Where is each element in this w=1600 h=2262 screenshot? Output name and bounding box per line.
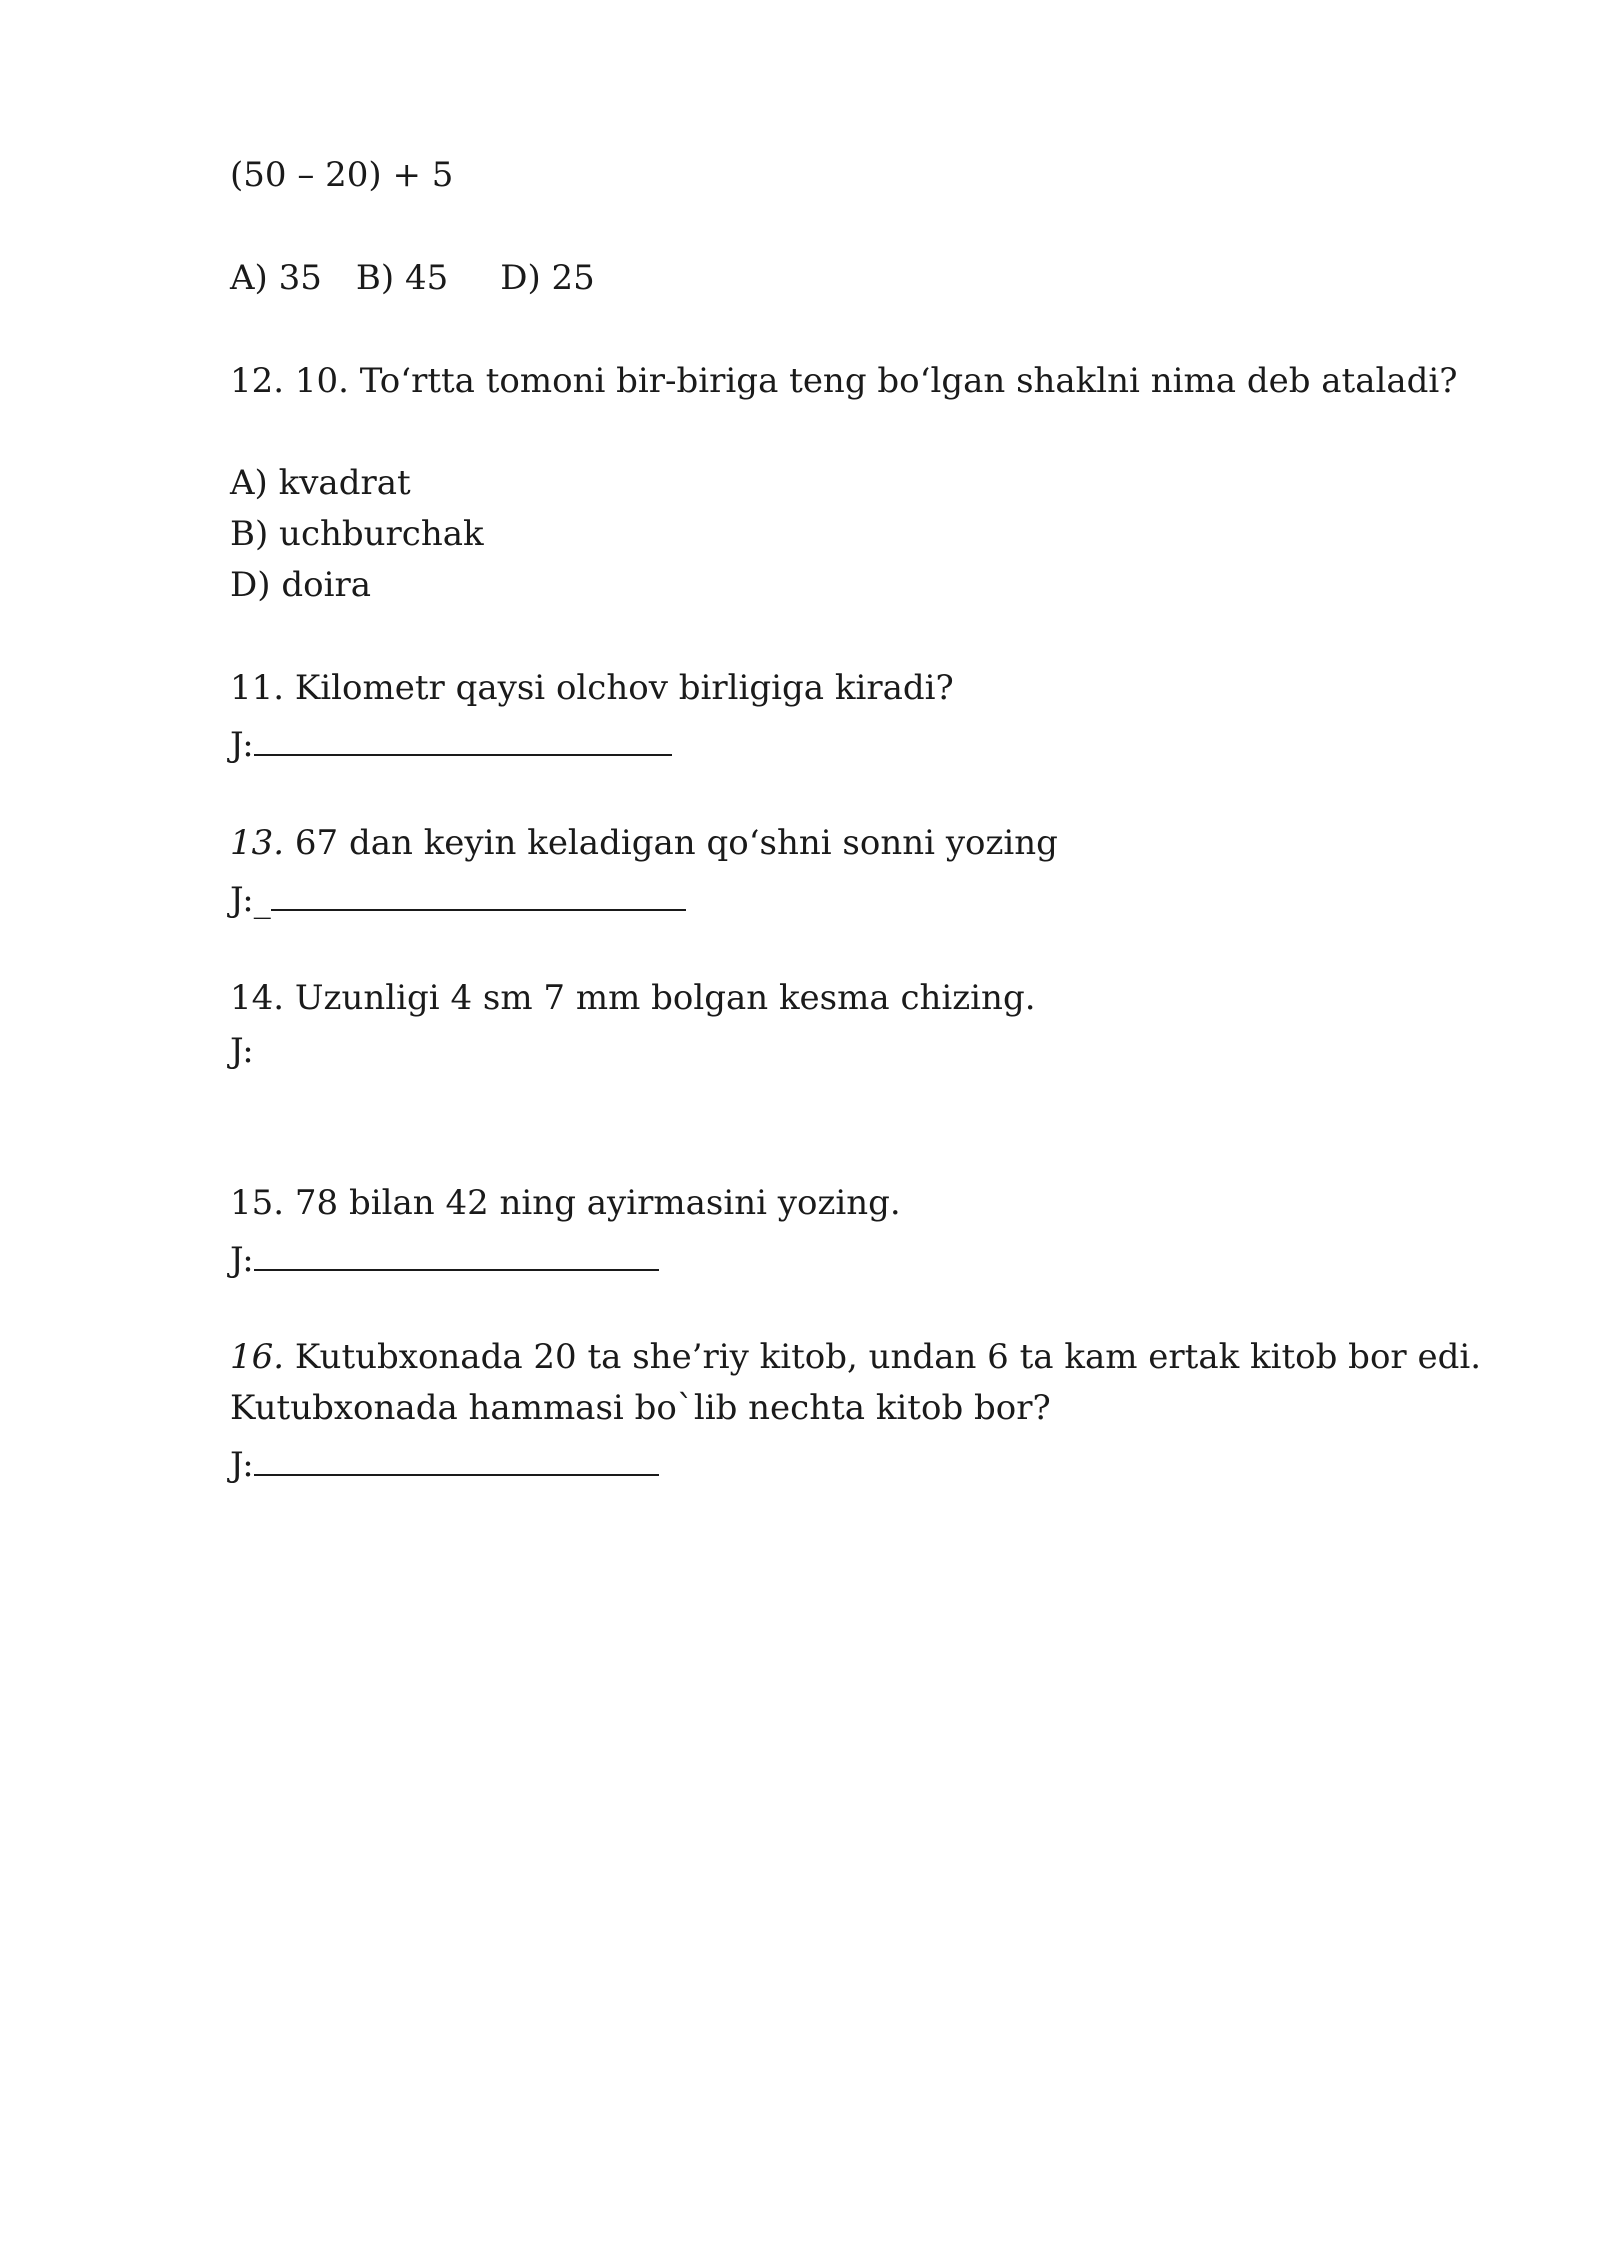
question-text-line1: Kutubxonada 20 ta she’riy kitob, undan 6 ta kam ertak kitob bor edi. [294, 1337, 1482, 1377]
question-number: 11. [230, 668, 285, 708]
answer-label: J: [230, 1031, 254, 1071]
q12-option-d [230, 560, 371, 611]
question-number: 13. [230, 823, 285, 863]
question-number: 15. [230, 1183, 285, 1223]
question-16-line2 [230, 1383, 1051, 1434]
answer-blank[interactable] [254, 1436, 659, 1476]
q13-answer [230, 871, 686, 926]
question-13 [230, 818, 1058, 869]
expression-options [230, 253, 595, 304]
answer-blank[interactable] [271, 871, 686, 911]
q12-option-a [230, 458, 411, 509]
answer-label: J: [230, 1445, 254, 1485]
option-label: A) kvadrat [230, 463, 411, 503]
expression-text: (50 – 20) + 5 [230, 155, 454, 195]
question-14 [230, 973, 1036, 1024]
q12-option-b [230, 509, 484, 560]
question-15 [230, 1178, 901, 1229]
question-text: 67 dan keyin keladigan qo‘shni sonni yozing [294, 823, 1058, 863]
option-d: D) 25 [500, 258, 595, 298]
answer-blank[interactable] [254, 1231, 659, 1271]
question-number: 16. [230, 1337, 285, 1377]
option-label: B) uchburchak [230, 514, 484, 554]
expression [230, 150, 453, 201]
question-text: Kilometr qaysi olchov birligiga kiradi? [294, 668, 954, 708]
option-b: B) 45 [355, 258, 449, 298]
answer-label: J:_ [230, 880, 271, 920]
answer-blank[interactable] [254, 716, 672, 756]
question-text: Uzunligi 4 sm 7 mm bolgan kesma chizing. [294, 978, 1036, 1018]
question-number: 14. [230, 978, 285, 1018]
answer-label: J: [230, 1240, 254, 1280]
question-text-line2: Kutubxonada hammasi bo`lib nechta kitob bor? [230, 1388, 1051, 1428]
q14-answer [230, 1026, 254, 1077]
option-a: A) 35 [230, 258, 322, 298]
question-12 [230, 356, 1458, 407]
option-label: D) doira [230, 565, 371, 605]
q15-answer [230, 1231, 659, 1286]
question-text: 78 bilan 42 ning ayirmasini yozing. [294, 1183, 901, 1223]
question-11 [230, 663, 954, 714]
q11-answer [230, 716, 672, 771]
q16-answer [230, 1436, 659, 1491]
question-text: 10. To‘rtta tomoni bir-biriga teng bo‘lgan shaklni nima deb ataladi? [294, 361, 1458, 401]
question-16 [230, 1332, 1481, 1383]
answer-label: J: [230, 725, 254, 765]
question-number: 12. [230, 361, 285, 401]
